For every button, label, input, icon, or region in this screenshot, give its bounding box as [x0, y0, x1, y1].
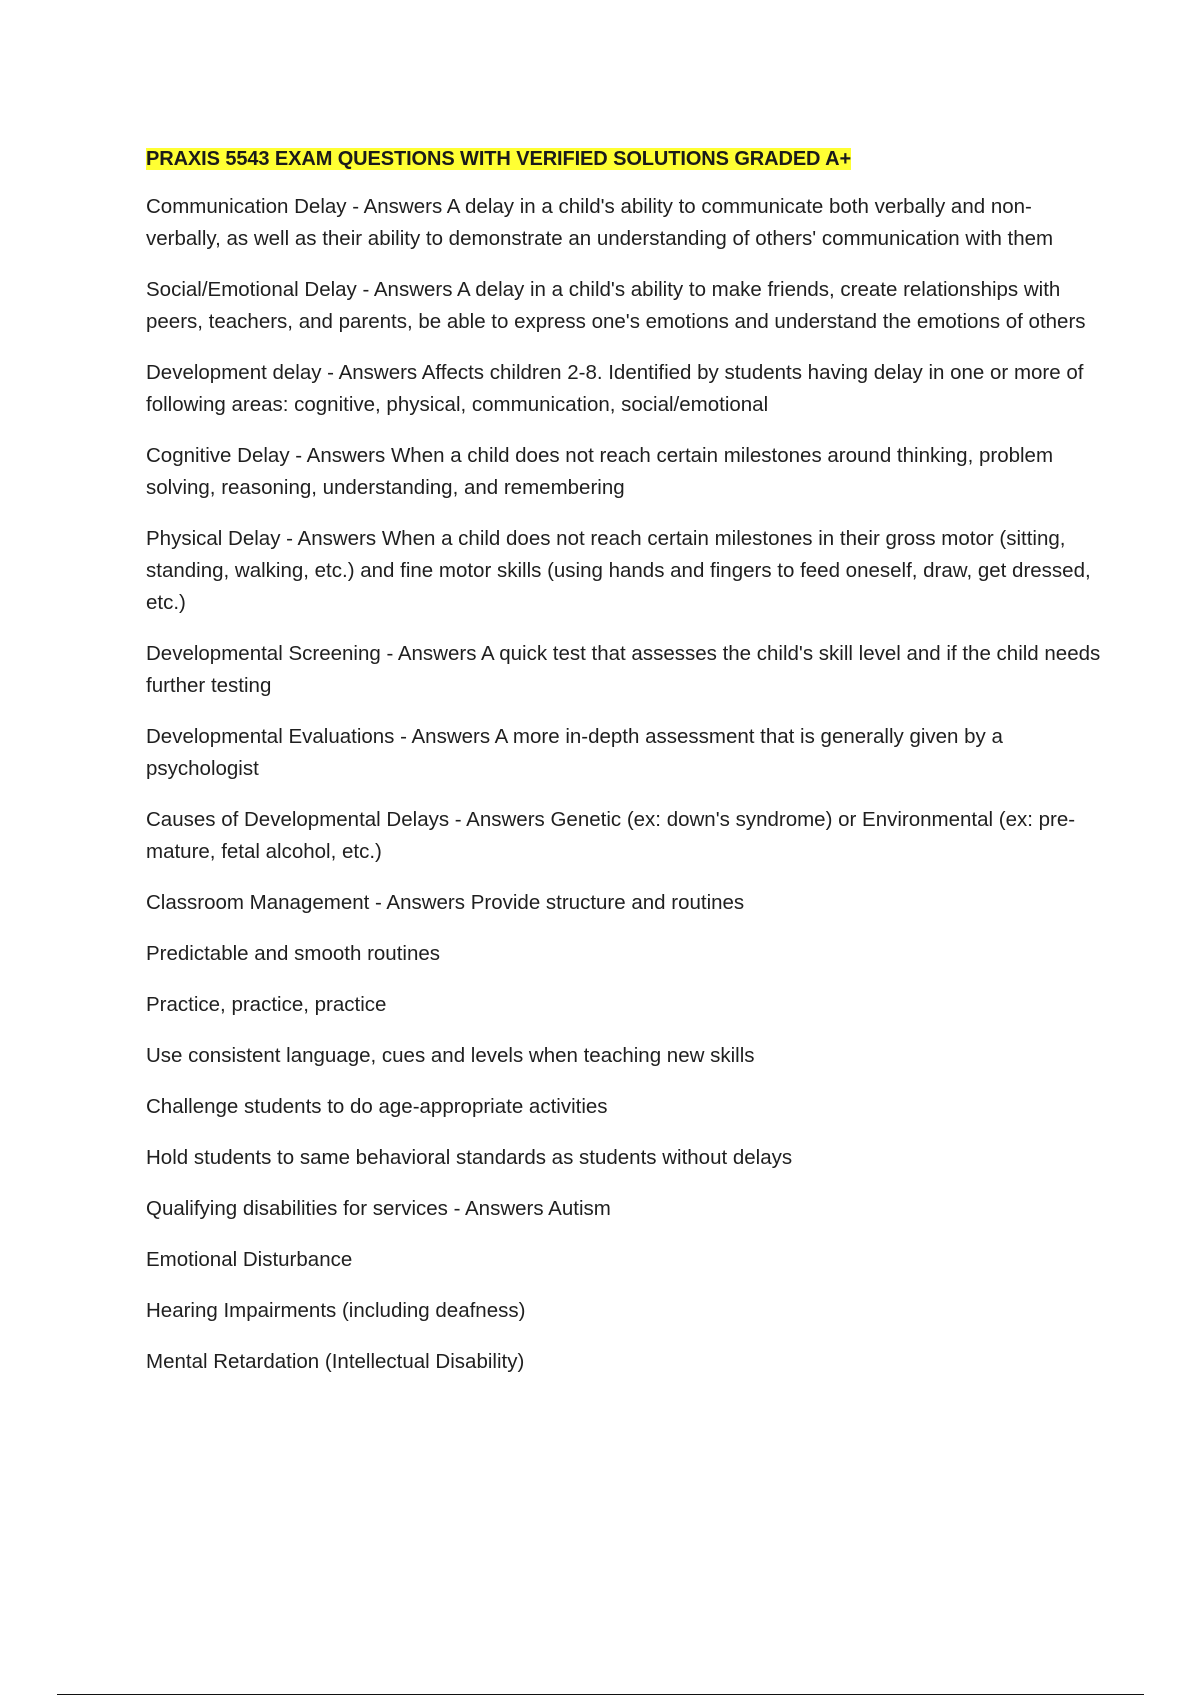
entry-development-delay: Development delay - Answers Affects children 2-8. Identified by students having delay in one or more of following areas: cognitive, physical, communication, social/emotional	[146, 361, 1084, 416]
document-title: PRAXIS 5543 EXAM QUESTIONS WITH VERIFIED SOLUTIONS GRADED A+	[146, 148, 852, 170]
entry-communication-delay: Communication Delay - Answers A delay in a child's ability to communicate both verbally and non-verbally, as well as their ability to demonstrate an understanding of others' communication with them	[146, 195, 1054, 250]
title-container	[146, 143, 1106, 177]
entry-causes-of-delays: Causes of Developmental Delays - Answers Genetic (ex: down's syndrome) or Environmental (ex: pre-mature, fetal alcohol, etc.)	[146, 808, 1076, 863]
entry-qualifying-disabilities: Qualifying disabilities for services - Answers Autism	[146, 1197, 611, 1220]
document-body	[146, 143, 1106, 1397]
entry-hearing-impairments: Hearing Impairments (including deafness)	[146, 1299, 526, 1322]
entry-challenge-students: Challenge students to do age-appropriate activities	[146, 1095, 608, 1118]
entry-cognitive-delay: Cognitive Delay - Answers When a child does not reach certain milestones around thinking, problem solving, reasoning, understanding, and remembering	[146, 444, 1054, 499]
footer-divider	[57, 1694, 1144, 1695]
entry-emotional-disturbance: Emotional Disturbance	[146, 1248, 353, 1271]
entry-classroom-management: Classroom Management - Answers Provide structure and routines	[146, 891, 745, 914]
entry-predictable-routines: Predictable and smooth routines	[146, 942, 441, 965]
entry-developmental-evaluations: Developmental Evaluations - Answers A more in-depth assessment that is generally given by a psychologist	[146, 725, 1003, 780]
entry-consistent-language: Use consistent language, cues and levels when teaching new skills	[146, 1044, 755, 1067]
entry-mental-retardation: Mental Retardation (Intellectual Disability)	[146, 1350, 525, 1373]
entry-behavioral-standards: Hold students to same behavioral standards as students without delays	[146, 1146, 793, 1169]
entry-physical-delay: Physical Delay - Answers When a child does not reach certain milestones in their gross motor (sitting, standing, walking, etc.) and fine motor skills (using hands and fingers to feed oneself, draw, get dressed, etc.)	[146, 527, 1091, 614]
entry-practice: Practice, practice, practice	[146, 993, 387, 1016]
entry-developmental-screening: Developmental Screening - Answers A quick test that assesses the child's skill level and if the child needs further testing	[146, 642, 1101, 697]
entry-social-emotional-delay: Social/Emotional Delay - Answers A delay in a child's ability to make friends, create relationships with peers, teachers, and parents, be able to express one's emotions and understand the emotions of others	[146, 278, 1086, 333]
